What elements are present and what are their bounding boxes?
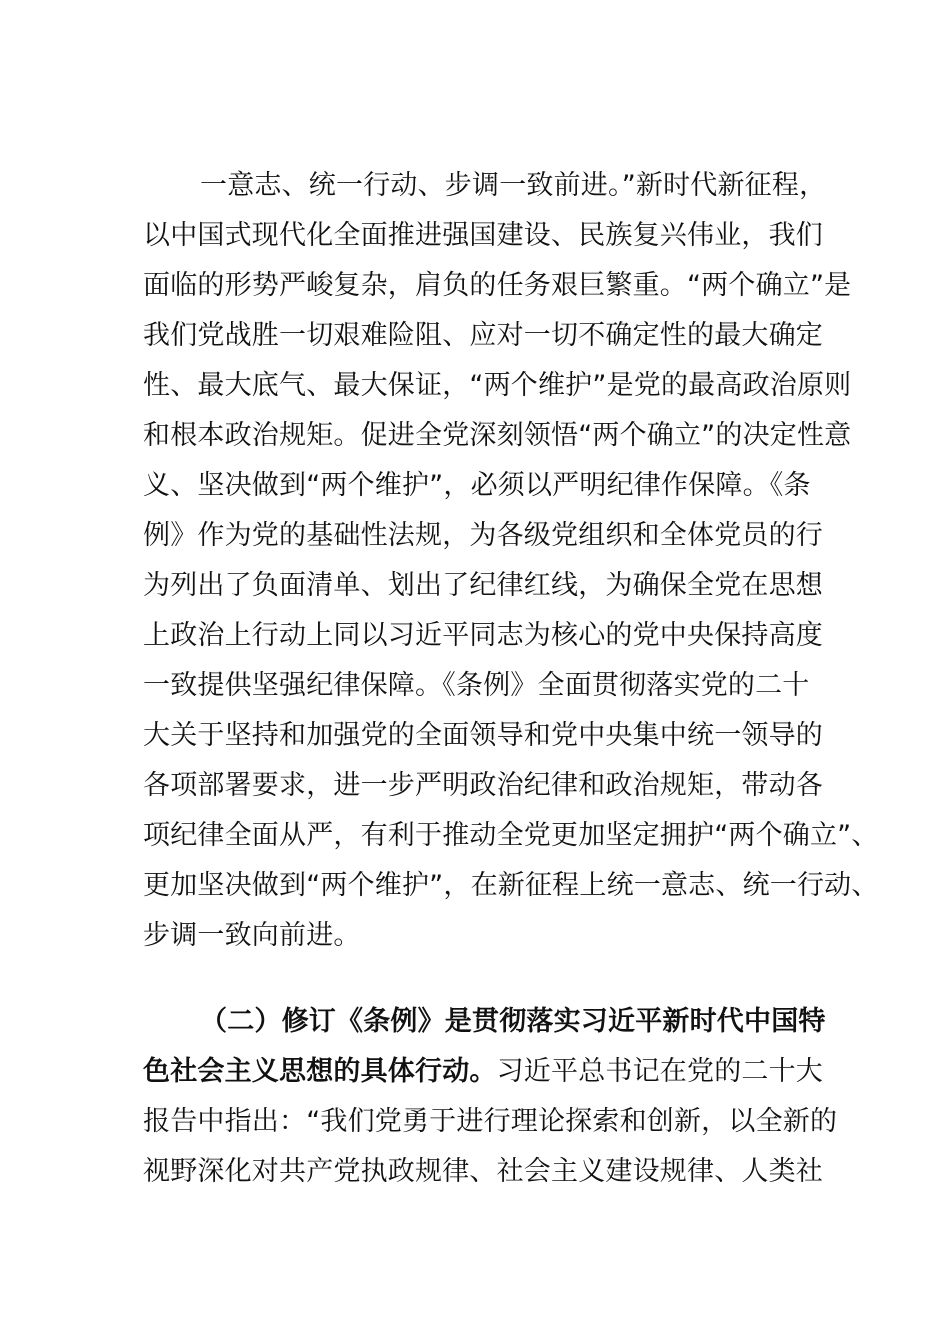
paragraph-line: 项纪律全面从严，有利于推动全党更加坚定拥护“两个确立”、 (143, 820, 879, 851)
paragraph-line: 性、最大底气、最大保证，“两个维护”是党的最高政治原则 (143, 370, 852, 401)
paragraph-line: 为列出了负面清单、划出了纪律红线，为确保全党在思想 (143, 570, 823, 601)
paragraph-line: 视野深化对共产党执政规律、社会主义建设规律、人类社 (143, 1156, 823, 1187)
paragraph-text: 习近平总书记在党的二十大 (496, 1056, 824, 1087)
section-heading: （二）修订《条例》是贯彻落实习近平新时代中国特 (200, 1006, 826, 1037)
paragraph-line: 一致提供坚强纪律保障。《条例》全面贯彻落实党的二十 (143, 670, 810, 701)
paragraph-line: 面临的形势严峻复杂，肩负的任务艰巨繁重。“两个确立”是 (143, 270, 852, 301)
paragraph-line: 步调一致向前进。 (143, 920, 361, 951)
paragraph-line: 一意志、统一行动、步调一致前进。”新时代新征程， (200, 170, 827, 201)
paragraph-line: 报告中指出：“我们党勇于进行理论探索和创新，以全新的 (143, 1106, 838, 1137)
paragraph-line: 我们党战胜一切艰难险阻、应对一切不确定性的最大确定 (143, 320, 823, 351)
paragraph-line: 以中国式现代化全面推进强国建设、民族复兴伟业，我们 (143, 220, 823, 251)
paragraph-line: 义、坚决做到“两个维护”，必须以严明纪律作保障。《条 (143, 470, 811, 501)
section-heading-bold: 色社会主义思想的具体行动。 (143, 1056, 497, 1087)
paragraph-line: 各项部署要求，进一步严明政治纪律和政治规矩，带动各 (143, 770, 823, 801)
paragraph-line: 例》作为党的基础性法规，为各级党组织和全体党员的行 (143, 520, 823, 551)
paragraph-line: 更加坚决做到“两个维护”，在新征程上统一意志、统一行动、 (143, 870, 879, 901)
section-heading-continuation (143, 1052, 823, 1092)
paragraph-line: 和根本政治规矩。促进全党深刻领悟“两个确立”的决定性意 (143, 420, 852, 451)
paragraph-line: 上政治上行动上同以习近平同志为核心的党中央保持高度 (143, 620, 823, 651)
paragraph-line: 大关于坚持和加强党的全面领导和党中央集中统一领导的 (143, 720, 823, 751)
